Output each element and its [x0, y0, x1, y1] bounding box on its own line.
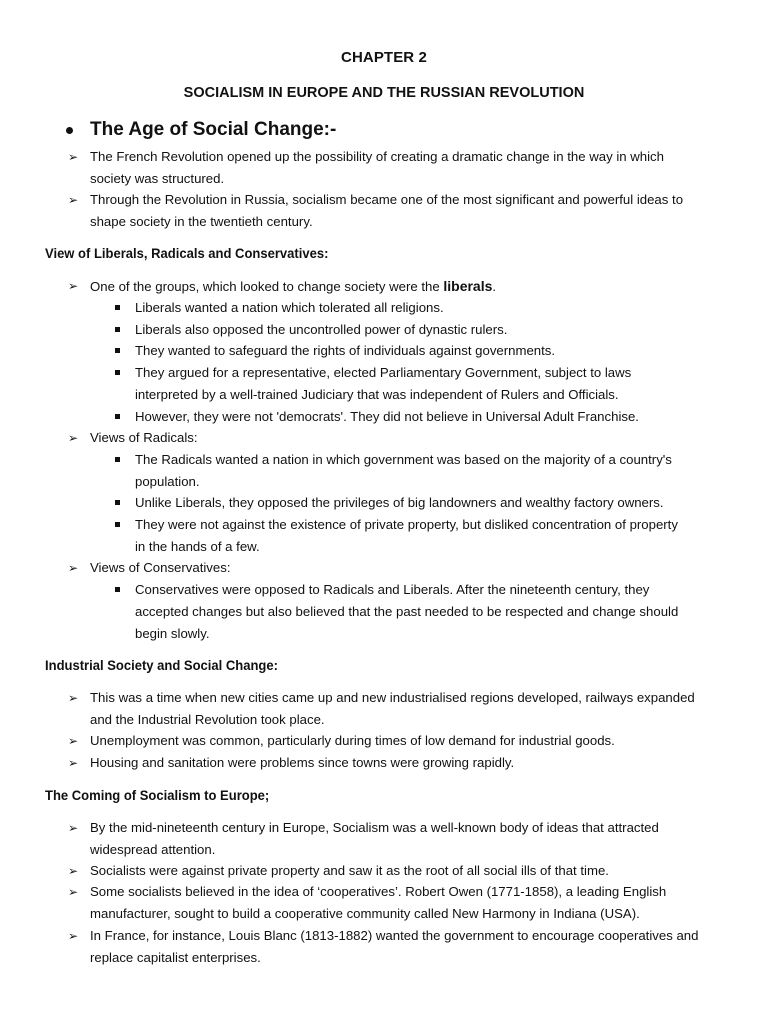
arrow-bullet-icon: ➢ [68, 929, 79, 943]
arrow-bullet-icon: ➢ [68, 864, 79, 878]
list-item: ➢ Housing and sanitation were problems since towns were growing rapidly. [68, 752, 750, 774]
list-item: ➢ In France, for instance, Louis Blanc (1813-1882) wanted the government to encourage cooperatives and replace capitalist enterprises. [68, 925, 750, 969]
list-item: ➢ Views of Radicals: [68, 427, 750, 449]
arrow-bullet-icon: ➢ [68, 150, 79, 164]
dot-bullet-icon [66, 127, 73, 134]
chapter-title: SOCIALISM IN EUROPE AND THE RUSSIAN REVOLUTION [183, 85, 585, 101]
square-bullet-icon [115, 305, 120, 310]
sub-list-item: The Radicals wanted a nation in which government was based on the majority of a country's population. [115, 449, 735, 493]
arrow-bullet-icon: ➢ [68, 734, 79, 748]
section-heading-text: The Age of Social Change:- [90, 119, 337, 140]
square-bullet-icon [115, 414, 120, 419]
section-heading-industrial: Industrial Society and Social Change: [45, 657, 278, 673]
list-item: ➢ By the mid-nineteenth century in Europe, Socialism was a well-known body of ideas that attracted widespread attention. [68, 817, 750, 861]
arrow-bullet-icon: ➢ [68, 885, 79, 899]
list-item: ➢ Views of Conservatives: [68, 557, 750, 579]
square-bullet-icon [115, 500, 120, 505]
section-heading-socialism: The Coming of Socialism to Europe; [45, 787, 270, 803]
square-bullet-icon [115, 522, 120, 527]
sub-list-item: Conservatives were opposed to Radicals and Liberals. After the nineteenth century, they accepted changes but also believed that the past needed to be respected and change should begin slowly. [115, 579, 735, 645]
section-heading-views: View of Liberals, Radicals and Conservatives: [45, 245, 329, 261]
liberals-keyword: liberals [443, 278, 493, 294]
sub-list-item: Unlike Liberals, they opposed the privileges of big landowners and wealthy factory owners. [115, 492, 735, 514]
square-bullet-icon [115, 348, 120, 353]
sub-list-item: However, they were not 'democrats'. They did not believe in Universal Adult Franchise. [115, 406, 735, 428]
list-item: ➢ One of the groups, which looked to change society were the liberals. [68, 275, 750, 298]
sub-list-item: They were not against the existence of private property, but disliked concentration of property in the hands of a few. [115, 514, 735, 558]
sub-list-item: Liberals wanted a nation which tolerated all religions. [115, 297, 735, 319]
list-item: ➢ This was a time when new cities came up and new industrialised regions developed, railways expanded and the Industrial Revolution took place. [68, 687, 750, 731]
arrow-bullet-icon: ➢ [68, 561, 79, 575]
arrow-bullet-icon: ➢ [68, 279, 79, 293]
list-item: ➢ Some socialists believed in the idea of ‘cooperatives’. Robert Owen (1771-1858), a leading English manufacturer, sought to build a cooperative community called New Harmony in Indiana (USA). [68, 881, 750, 925]
sub-list-item: Liberals also opposed the uncontrolled power of dynastic rulers. [115, 319, 735, 341]
arrow-bullet-icon: ➢ [68, 431, 79, 445]
chapter-number: CHAPTER 2 [341, 49, 427, 66]
list-item: ➢ The French Revolution opened up the possibility of creating a dramatic change in the way in which society was structured. [68, 146, 750, 190]
list-item: ➢ Through the Revolution in Russia, socialism became one of the most significant and powerful ideas to shape society in the twentieth century. [68, 189, 750, 233]
arrow-bullet-icon: ➢ [68, 821, 79, 835]
square-bullet-icon [115, 587, 120, 592]
sub-list-item: They argued for a representative, elected Parliamentary Government, subject to laws interpreted by a well-trained Judiciary that was independent of Rulers and Officials. [115, 362, 735, 406]
arrow-bullet-icon: ➢ [68, 193, 79, 207]
list-item: ➢ Unemployment was common, particularly during times of low demand for industrial goods. [68, 730, 750, 752]
square-bullet-icon [115, 327, 120, 332]
list-item: ➢ Socialists were against private property and saw it as the root of all social ills of that time. [68, 860, 750, 882]
square-bullet-icon [115, 370, 120, 375]
arrow-bullet-icon: ➢ [68, 756, 79, 770]
section-heading-age [66, 119, 336, 141]
sub-list-item: They wanted to safeguard the rights of individuals against governments. [115, 340, 735, 362]
arrow-bullet-icon: ➢ [68, 691, 79, 705]
square-bullet-icon [115, 457, 120, 462]
